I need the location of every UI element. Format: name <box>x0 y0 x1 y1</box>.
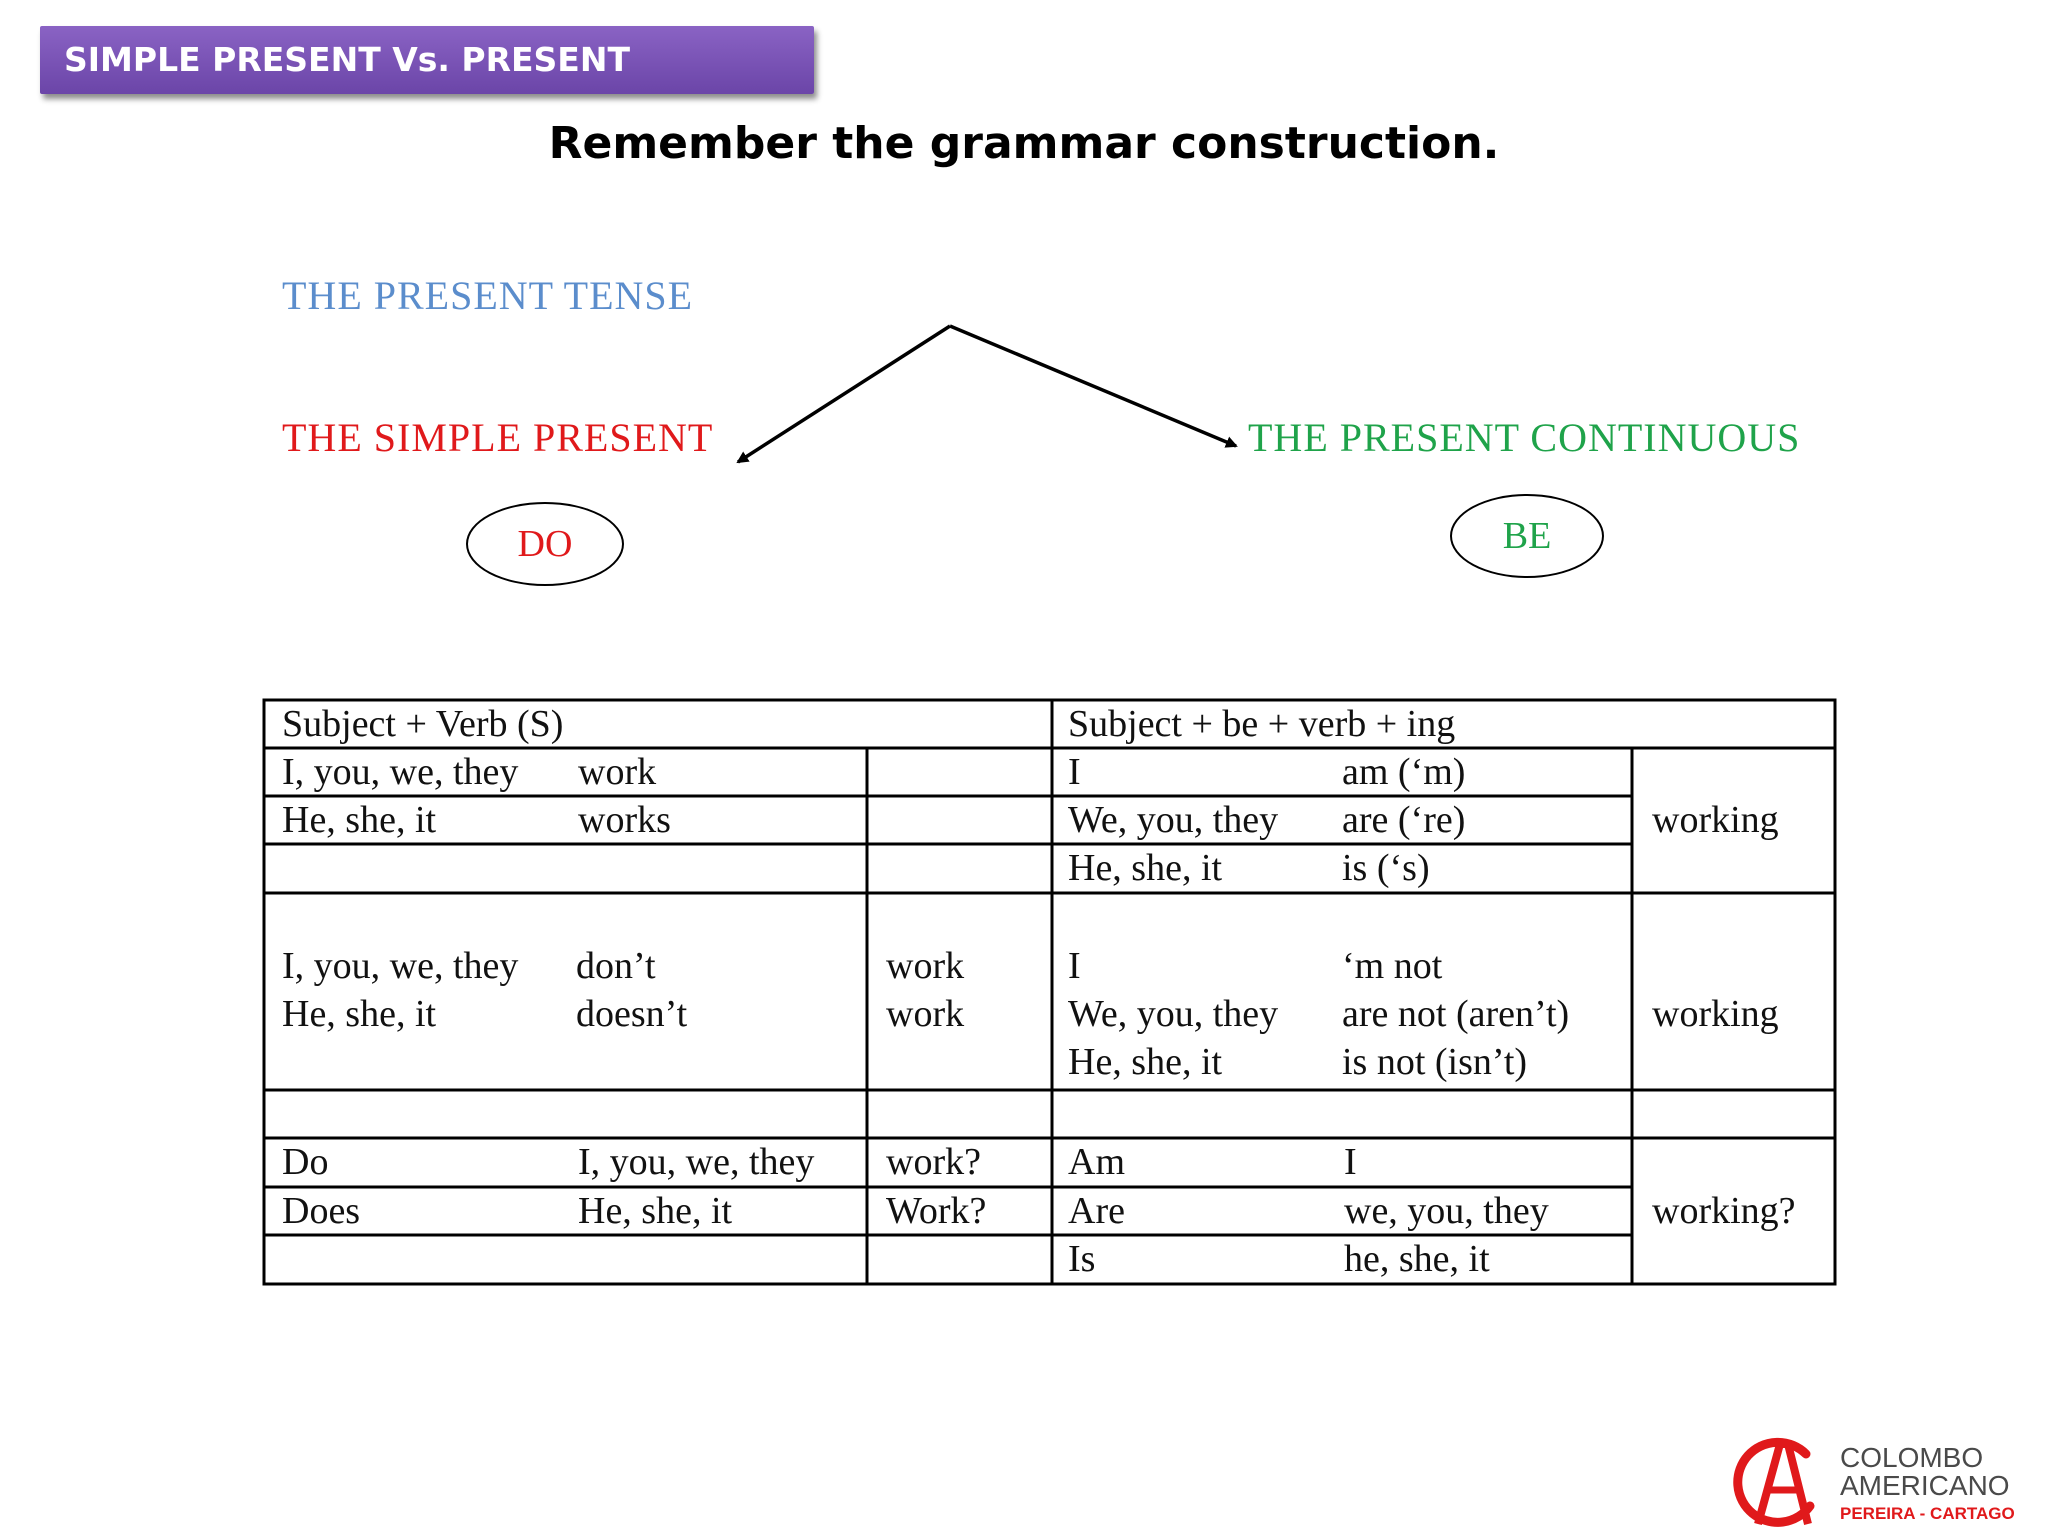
table-cell: ‘m not <box>1342 945 1443 987</box>
table-cell: We, you, they <box>1068 993 1279 1035</box>
table-cell: He, she, it <box>1068 847 1223 889</box>
table-cell: He, she, it <box>578 1190 733 1232</box>
slide-subtitle: Remember the grammar construction. <box>548 118 1500 169</box>
table-cell: He, she, it <box>282 799 437 841</box>
logo-line-2: AMERICANO <box>1840 1470 2010 1501</box>
table-cell: work <box>578 751 657 793</box>
table-cell: works <box>578 799 671 841</box>
table-cell: work <box>886 945 965 987</box>
table-cell: Am <box>1068 1141 1125 1183</box>
table-cell: are (‘re) <box>1342 799 1466 841</box>
present-continuous-label: THE PRESENT CONTINUOUS <box>1248 415 1801 460</box>
table-cell: working <box>1652 799 1779 841</box>
table-cell: doesn’t <box>576 993 688 1035</box>
table-cell: is not (isn’t) <box>1342 1041 1528 1083</box>
table-cell: Do <box>282 1141 329 1183</box>
table-cell: Work? <box>886 1190 987 1232</box>
table-cell: is (‘s) <box>1342 847 1430 889</box>
table-cell: Does <box>282 1190 361 1232</box>
table-cell: I, you, we, they <box>282 945 519 987</box>
table-cell: Is <box>1068 1238 1096 1280</box>
table-cell: he, she, it <box>1344 1238 1490 1280</box>
table-header-continuous: Subject + be + verb + ing <box>1068 703 1456 745</box>
table-cell: Are <box>1068 1190 1125 1232</box>
table-cell: work <box>886 993 965 1035</box>
table-cell: working? <box>1652 1190 1796 1232</box>
present-tense-label: THE PRESENT TENSE <box>282 273 694 318</box>
logo-line-3: PEREIRA - CARTAGO <box>1840 1504 2015 1523</box>
be-label: BE <box>1502 515 1552 557</box>
colombo-americano-logo <box>1728 1432 2038 1532</box>
table-cell: I <box>1068 751 1081 793</box>
table-header-simple: Subject + Verb (S) <box>282 703 564 745</box>
table-cell: I, you, we, they <box>578 1141 815 1183</box>
logo-icon <box>1728 1432 1828 1532</box>
table-cell: I <box>1344 1141 1357 1183</box>
table-cell: don’t <box>576 945 656 987</box>
table-cell: we, you, they <box>1344 1190 1549 1232</box>
table-cell: working <box>1652 993 1779 1035</box>
table-cell: work? <box>886 1141 981 1183</box>
table-cell: are not (aren’t) <box>1342 993 1570 1035</box>
do-label: DO <box>517 523 573 565</box>
slide-title: SIMPLE PRESENT Vs. PRESENT CONTINUOUS <box>40 26 814 94</box>
table-cell: He, she, it <box>1068 1041 1223 1083</box>
logo-line-1: COLOMBO <box>1840 1442 1984 1473</box>
table-cell: am (‘m) <box>1342 751 1466 793</box>
table-cell: I, you, we, they <box>282 751 519 793</box>
table-cell: He, she, it <box>282 993 437 1035</box>
table-cell: We, you, they <box>1068 799 1279 841</box>
table-cell: I <box>1068 945 1081 987</box>
simple-present-label: THE SIMPLE PRESENT <box>282 415 714 460</box>
